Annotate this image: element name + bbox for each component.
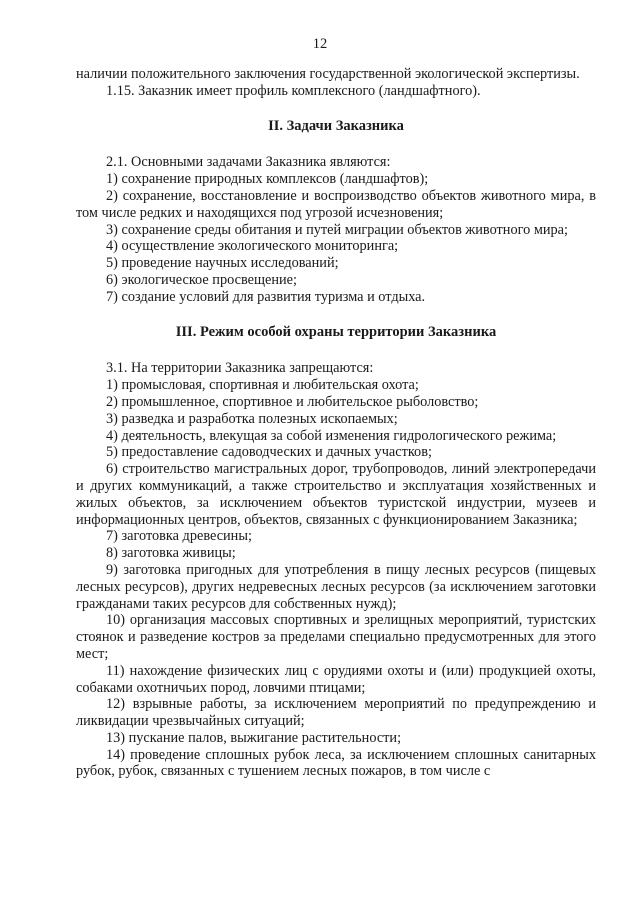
list-item: 14) проведение сплошных рубок леса, за исключением сплошных санитарных рубок, рубок, связанных с тушением лесных пожаров, в том числе с	[76, 746, 596, 780]
section-2-heading: II. Задачи Заказника	[268, 117, 404, 134]
list-item: 6) экологическое просвещение;	[106, 271, 297, 288]
paragraph-continuation: наличии положительного заключения государственной экологической экспертизы.	[76, 66, 580, 82]
list-item: 5) предоставление садоводческих и дачных участков;	[106, 444, 432, 461]
document-body	[76, 66, 596, 780]
list-item: 3) разведка и разработка полезных ископаемых;	[106, 410, 398, 427]
list-item: 2) сохранение, восстановление и воспроизводство объектов животного мира, в том числе редких и находящихся под угрозой исчезновения;	[76, 187, 596, 221]
page-number: 12	[312, 36, 328, 52]
list-item: 5) проведение научных исследований;	[106, 255, 339, 272]
list-item: 13) пускание палов, выжигание растительности;	[106, 729, 402, 746]
list-item: 1) сохранение природных комплексов (ландшафтов);	[106, 171, 429, 188]
clause-2-1: 2.1. Основными задачами Заказника являются:	[106, 154, 391, 171]
list-item: 8) заготовка живицы;	[106, 545, 236, 562]
list-item: 3) сохранение среды обитания и путей миграции объектов животного мира;	[106, 221, 568, 238]
list-item: 12) взрывные работы, за исключением мероприятий по предупреждению и ликвидации чрезвычайных ситуаций;	[76, 696, 596, 730]
list-item: 10) организация массовых спортивных и зрелищных мероприятий, туристских стоянок и разведение костров за пределами специально предусмотренных для этого мест;	[76, 612, 596, 662]
list-item: 6) строительство магистральных дорог, трубопроводов, линий электропередачи и других коммуникаций, а также строительство и эксплуатация хозяйственных и жилых объектов, за исключением объектов туристской индустрии, музеев и информационных центров, объектов, связанных с функционированием Заказника;	[76, 461, 596, 528]
section-3-heading: III. Режим особой охраны территории Заказника	[175, 323, 497, 340]
list-item: 4) деятельность, влекущая за собой изменения гидрологического режима;	[106, 427, 557, 444]
list-item: 11) нахождение физических лиц с орудиями охоты и (или) продукцией охоты, собаками охотничьих пород, ловчими птицами;	[76, 662, 596, 696]
list-item: 1) промысловая, спортивная и любительская охота;	[106, 377, 419, 394]
clause-3-1: 3.1. На территории Заказника запрещаются:	[106, 360, 374, 377]
list-item: 7) заготовка древесины;	[106, 528, 252, 545]
list-item: 9) заготовка пригодных для употребления в пищу лесных ресурсов (пищевых лесных ресурсов), других недревесных лесных ресурсов (за исключением заготовки гражданами таких ресурсов для собственных нужд);	[76, 561, 596, 612]
list-item: 7) создание условий для развития туризма и отдыха.	[106, 288, 426, 305]
list-item: 4) осуществление экологического мониторинга;	[106, 238, 399, 255]
clause-1-15: 1.15. Заказник имеет профиль комплексного (ландшафтного).	[106, 82, 481, 99]
list-item: 2) промышленное, спортивное и любительское рыболовство;	[106, 393, 479, 410]
